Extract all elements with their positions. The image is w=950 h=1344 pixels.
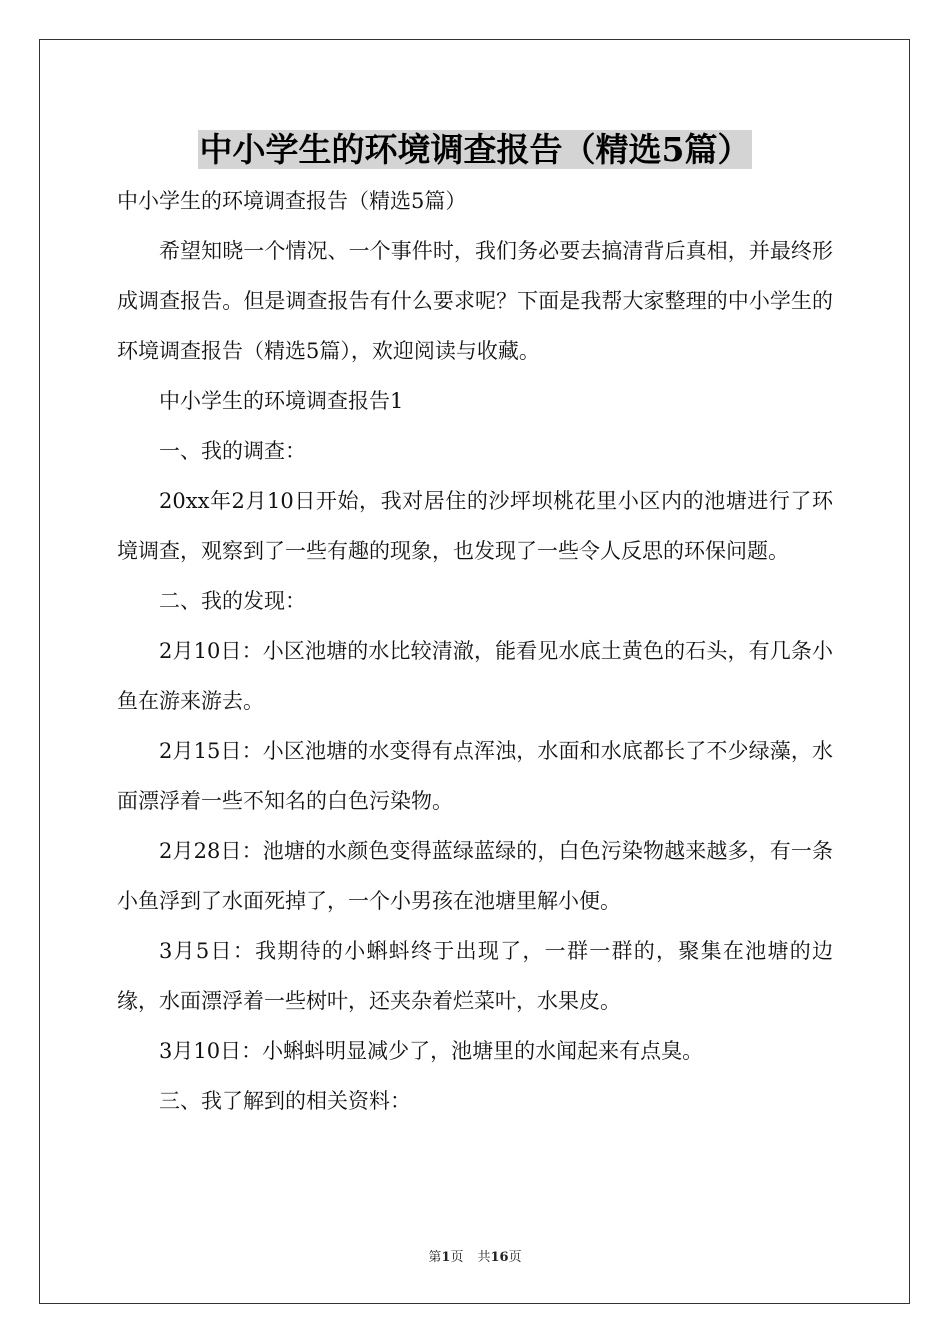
paragraph: 2月10日：小区池塘的水比较清澈，能看见水底土黄色的石头，有几条小鱼在游来游去。 [117,639,833,713]
paragraph: 20xx年2月10日开始，我对居住的沙坪坝桃花里小区内的池塘进行了环境调查，观察到了一些有趣的现象，也发现了一些令人反思的环保问题。 [117,489,833,563]
footer-total-pages: 16 [490,1250,509,1265]
paragraph: 二、我的发现： [159,589,306,613]
footer-total-prefix: 共 [477,1250,491,1265]
paragraph: 3月10日：小蝌蚪明显减少了，池塘里的水闻起来有点臭。 [159,1039,704,1063]
footer-page-suffix: 页 [450,1250,464,1265]
paragraph: 三、我了解到的相关资料： [159,1089,411,1113]
paragraph: 2月28日：池塘的水颜色变得蓝绿蓝绿的，白色污染物越来越多，有一条小鱼浮到了水面死掉了，一个小男孩在池塘里解小便。 [117,839,833,913]
page-footer [0,1250,950,1266]
footer-page-number: 1 [441,1250,451,1265]
footer-total-suffix: 页 [508,1250,522,1265]
document-body [117,176,833,1126]
paragraph: 2月15日：小区池塘的水变得有点浑浊，水面和水底都长了不少绿藻，水面漂浮着一些不知名的白色污染物。 [117,739,833,813]
footer-page-prefix: 第 [428,1250,442,1265]
document-title-text: 中小学生的环境调查报告（精选5篇） [199,130,751,169]
document-title [0,126,950,174]
paragraph: 中小学生的环境调查报告1 [159,389,404,413]
paragraph: 一、我的调查： [159,439,306,463]
paragraph: 中小学生的环境调查报告（精选5篇） [117,189,467,213]
paragraph: 希望知晓一个情况、一个事件时，我们务必要去搞清背后真相，并最终形成调查报告。但是调查报告有什么要求呢？下面是我帮大家整理的中小学生的环境调查报告（精选5篇），欢迎阅读与收藏。 [117,239,833,363]
paragraph: 3月5日：我期待的小蝌蚪终于出现了，一群一群的，聚集在池塘的边缘，水面漂浮着一些树叶，还夹杂着烂菜叶，水果皮。 [117,939,833,1013]
